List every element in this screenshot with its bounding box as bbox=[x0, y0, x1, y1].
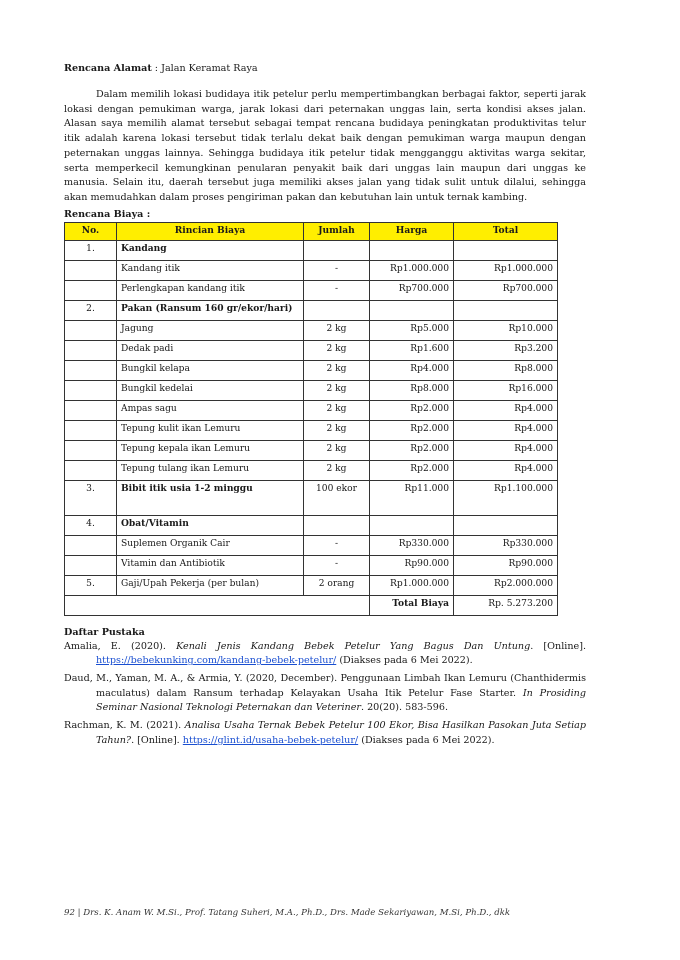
budget-table bbox=[64, 222, 558, 616]
reference-item bbox=[64, 640, 586, 669]
table-row bbox=[65, 300, 558, 320]
total-label: Total Biaya bbox=[370, 595, 454, 615]
table-row bbox=[65, 340, 558, 360]
table-cell-item: Bungkil kelapa bbox=[117, 360, 304, 380]
table-cell-price: Rp5.000 bbox=[370, 320, 454, 340]
table-row bbox=[65, 280, 558, 300]
body-paragraph: Dalam memilih lokasi budidaya itik petelur perlu mempertimbangkan berbagai faktor, seperti jarak lokasi dengan pemukiman warga, jarak lokasi dari peternakan unggas lain, serta kondisi akses jalan. Alasan saya memilih alamat tersebut sebagai tempat rencana budidaya peningkatan produktivitas telur itik adalah karena lokasi tersebut tidak terlalu dekat baik dengan pemukiman warga maupun dengan peternakan unggas lainnya. Sehingga budidaya itik petelur tidak mengganggu aktivitas warga sekitar, serta memperkecil kemungkinan penularan penyakit baik dari unggas lain maupun dari unggas ke manusia. Selain itu, daerah tersebut juga memiliki akses jalan yang tidak sulit untuk dilalui, sehingga akan memudahkan dalam proses pengiriman pakan dan kebutuhan lain untuk ternak kambing. bbox=[64, 89, 586, 203]
column-header: Harga bbox=[370, 222, 454, 240]
table-cell-item: Tepung kulit ikan Lemuru bbox=[117, 420, 304, 440]
reference-text: . [Online]. bbox=[530, 640, 586, 652]
location-separator: : bbox=[151, 63, 162, 74]
table-cell-no: 3. bbox=[65, 480, 117, 515]
table-cell-total: Rp700.000 bbox=[454, 280, 558, 300]
table-row bbox=[65, 320, 558, 340]
table-cell-item: Gaji/Upah Pekerja (per bulan) bbox=[117, 575, 304, 595]
table-cell-qty: 2 kg bbox=[304, 400, 370, 420]
table-cell-item: Suplemen Organik Cair bbox=[117, 535, 304, 555]
table-cell-no bbox=[65, 360, 117, 380]
table-row bbox=[65, 515, 558, 535]
reference-title: Analisa Usaha Ternak Bebek Petelur 100 Ekor, Bisa Hasilkan Pasokan Juta Setiap Tahun? bbox=[96, 720, 586, 746]
table-cell-price: Rp2.000 bbox=[370, 400, 454, 420]
table-cell-price: Rp4.000 bbox=[370, 360, 454, 380]
reference-text: Daud, M., Yaman, M. A., & Armia, Y. (2020, December). Penggunaan Limbah Ikan Lemuru (Chanthidermis maculatus) dalam Ransum terhadap Kelayakan Usaha Itik Petelur Fase Starter. bbox=[64, 673, 586, 699]
table-cell-price bbox=[370, 515, 454, 535]
table-row bbox=[65, 240, 558, 260]
table-cell-price: Rp90.000 bbox=[370, 555, 454, 575]
table-cell-price: Rp8.000 bbox=[370, 380, 454, 400]
table-cell-qty: - bbox=[304, 535, 370, 555]
reference-text: . [Online]. bbox=[131, 734, 183, 746]
reference-link[interactable]: https://bebekunking.com/kandang-bebek-petelur/ bbox=[96, 655, 337, 667]
table-cell-item: Pakan (Ransum 160 gr/ekor/hari) bbox=[117, 300, 304, 320]
table-cell-price bbox=[370, 300, 454, 320]
table-cell-item: Bungkil kedelai bbox=[117, 380, 304, 400]
reference-text: . 20(20). 583-596. bbox=[360, 702, 448, 714]
table-cell-qty: 2 kg bbox=[304, 360, 370, 380]
table-row bbox=[65, 420, 558, 440]
table-row bbox=[65, 480, 558, 515]
table-cell-price: Rp2.000 bbox=[370, 420, 454, 440]
table-cell-qty bbox=[304, 515, 370, 535]
reference-text: Rachman, K. M. (2021). bbox=[64, 720, 185, 732]
reference-item bbox=[64, 719, 586, 748]
reference-text: (Diakses pada 6 Mei 2022). bbox=[336, 655, 473, 667]
table-cell-no bbox=[65, 440, 117, 460]
table-row bbox=[65, 360, 558, 380]
table-row bbox=[65, 440, 558, 460]
table-cell-no: 2. bbox=[65, 300, 117, 320]
table-cell-qty: - bbox=[304, 555, 370, 575]
column-header: Rincian Biaya bbox=[117, 222, 304, 240]
table-cell-qty: 2 kg bbox=[304, 320, 370, 340]
table-cell-total bbox=[454, 240, 558, 260]
table-cell-total bbox=[454, 300, 558, 320]
references-section bbox=[64, 626, 586, 749]
table-cell-total: Rp1.000.000 bbox=[454, 260, 558, 280]
table-cell-total: Rp4.000 bbox=[454, 440, 558, 460]
table-cell-total: Rp4.000 bbox=[454, 460, 558, 480]
table-cell-qty: 2 kg bbox=[304, 460, 370, 480]
table-cell-qty: 2 kg bbox=[304, 380, 370, 400]
table-row bbox=[65, 380, 558, 400]
table-cell-item: Dedak padi bbox=[117, 340, 304, 360]
budget-title: Rencana Biaya : bbox=[64, 208, 151, 220]
total-spacer bbox=[65, 595, 370, 615]
references-list bbox=[64, 640, 586, 749]
table-cell-qty: 2 kg bbox=[304, 440, 370, 460]
table-cell-qty: 100 ekor bbox=[304, 480, 370, 515]
table-cell-no: 1. bbox=[65, 240, 117, 260]
table-cell-total: Rp4.000 bbox=[454, 400, 558, 420]
table-cell-price: Rp330.000 bbox=[370, 535, 454, 555]
table-cell-total: Rp1.100.000 bbox=[454, 480, 558, 515]
table-row bbox=[65, 575, 558, 595]
table-cell-item: Obat/Vitamin bbox=[117, 515, 304, 535]
table-row bbox=[65, 555, 558, 575]
total-row bbox=[65, 595, 558, 615]
page-content bbox=[64, 62, 586, 752]
table-cell-price: Rp2.000 bbox=[370, 460, 454, 480]
table-cell-total: Rp10.000 bbox=[454, 320, 558, 340]
table-cell-item: Jagung bbox=[117, 320, 304, 340]
page-footer: 92 | Drs. K. Anam W. M.Si., Prof. Tatang Suheri, M.A., Ph.D., Drs. Made Sekariyawan, M.Si, Ph.D., dkk bbox=[64, 908, 511, 918]
reference-link[interactable]: https://glint.id/usaha-bebek-petelur/ bbox=[182, 734, 359, 746]
table-header-row bbox=[65, 222, 558, 240]
table-cell-total: Rp16.000 bbox=[454, 380, 558, 400]
reference-title: In Prosiding Seminar Nasional Teknologi Peternakan dan Veteriner bbox=[96, 687, 587, 714]
table-cell-item: Kandang bbox=[117, 240, 304, 260]
total-value: Rp. 5.273.200 bbox=[454, 595, 558, 615]
table-cell-item: Vitamin dan Antibiotik bbox=[117, 555, 304, 575]
table-cell-price: Rp1.600 bbox=[370, 340, 454, 360]
table-cell-total: Rp330.000 bbox=[454, 535, 558, 555]
table-row bbox=[65, 535, 558, 555]
table-cell-no bbox=[65, 400, 117, 420]
table-cell-qty: - bbox=[304, 260, 370, 280]
table-row bbox=[65, 460, 558, 480]
table-cell-item: Tepung kepala ikan Lemuru bbox=[117, 440, 304, 460]
table-cell-price: Rp1.000.000 bbox=[370, 575, 454, 595]
table-cell-qty: 2 orang bbox=[304, 575, 370, 595]
table-cell-item: Bibit itik usia 1-2 minggu bbox=[117, 480, 304, 515]
location-line bbox=[64, 62, 586, 76]
table-cell-total: Rp8.000 bbox=[454, 360, 558, 380]
table-cell-no bbox=[65, 260, 117, 280]
table-body bbox=[65, 240, 558, 615]
table-cell-no bbox=[65, 340, 117, 360]
table-cell-qty: 2 kg bbox=[304, 340, 370, 360]
table-cell-qty bbox=[304, 240, 370, 260]
reference-title: Kenali Jenis Kandang Bebek Petelur Yang Bagus Dan Untung bbox=[176, 640, 531, 652]
table-cell-item: Perlengkapan kandang itik bbox=[117, 280, 304, 300]
table-cell-price: Rp2.000 bbox=[370, 440, 454, 460]
reference-item bbox=[64, 672, 586, 716]
table-cell-price bbox=[370, 240, 454, 260]
table-cell-no: 5. bbox=[65, 575, 117, 595]
table-cell-item: Kandang itik bbox=[117, 260, 304, 280]
reference-text: (Diakses pada 6 Mei 2022). bbox=[358, 734, 495, 746]
table-cell-total: Rp2.000.000 bbox=[454, 575, 558, 595]
location-value: Jalan Keramat Raya bbox=[161, 63, 258, 74]
table-cell-no: 4. bbox=[65, 515, 117, 535]
reference-text: Amalia, E. (2020). bbox=[64, 640, 177, 652]
table-row bbox=[65, 260, 558, 280]
table-cell-no bbox=[65, 460, 117, 480]
table-cell-total: Rp90.000 bbox=[454, 555, 558, 575]
table-cell-total bbox=[454, 515, 558, 535]
column-header: Jumlah bbox=[304, 222, 370, 240]
table-cell-total: Rp4.000 bbox=[454, 420, 558, 440]
table-cell-qty: 2 kg bbox=[304, 420, 370, 440]
table-cell-qty bbox=[304, 300, 370, 320]
column-header: No. bbox=[65, 222, 117, 240]
table-cell-no bbox=[65, 320, 117, 340]
table-cell-total: Rp3.200 bbox=[454, 340, 558, 360]
table-cell-price: Rp11.000 bbox=[370, 480, 454, 515]
table-cell-no bbox=[65, 535, 117, 555]
location-label: Rencana Alamat bbox=[64, 63, 152, 74]
table-cell-no bbox=[65, 280, 117, 300]
table-cell-qty: - bbox=[304, 280, 370, 300]
table-cell-no bbox=[65, 555, 117, 575]
table-cell-no bbox=[65, 420, 117, 440]
table-cell-price: Rp700.000 bbox=[370, 280, 454, 300]
table-cell-item: Tepung tulang ikan Lemuru bbox=[117, 460, 304, 480]
table-cell-price: Rp1.000.000 bbox=[370, 260, 454, 280]
column-header: Total bbox=[454, 222, 558, 240]
table-cell-item: Ampas sagu bbox=[117, 400, 304, 420]
table-cell-no bbox=[65, 380, 117, 400]
references-title: Daftar Pustaka bbox=[64, 626, 145, 638]
table-row bbox=[65, 400, 558, 420]
